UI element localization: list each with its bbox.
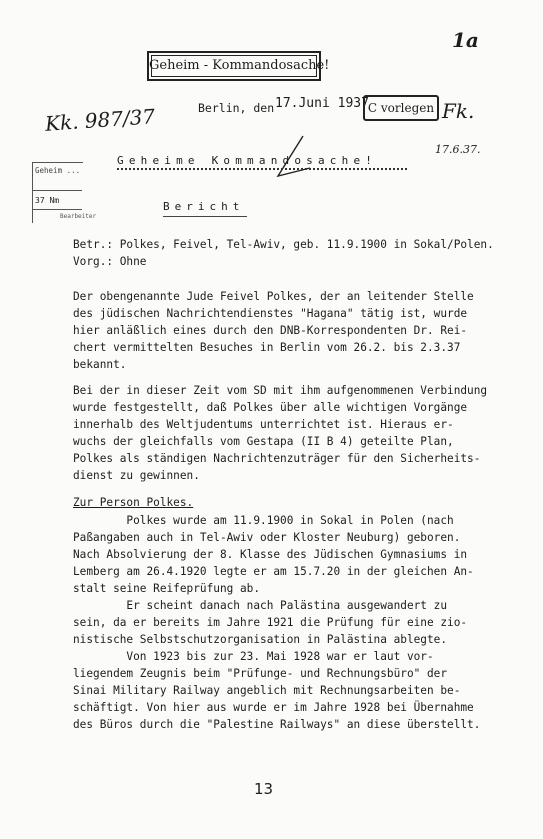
- text-line: nistische Selbstschutzorganisation in Palästina ablegte.: [73, 633, 448, 646]
- document-heading: Geheime Kommandosache!: [117, 154, 378, 167]
- text-line: Von 1923 bis zur 23. Mai 1928 war er laut vor-: [73, 650, 434, 663]
- text-line: des Büros durch die "Palestine Railways" an diese überstellt.: [73, 718, 481, 731]
- text-line: Lemberg am 26.4.1920 legte er am 15.7.20 in der gleichen An-: [73, 565, 474, 578]
- text-line: chert vermittelten Besuches in Berlin vom 26.2. bis 2.3.37: [73, 341, 461, 354]
- text-line: Nach Absolvierung der 8. Klasse des Jüdischen Gymnasiums in: [73, 548, 468, 561]
- text-line: bekannt.: [73, 358, 127, 371]
- text-line: Bei der in dieser Zeit vom SD mit ihm aufgenommenen Verbindung: [73, 384, 488, 397]
- date-stamp: 17.Juni 1937: [275, 96, 369, 111]
- text-line: schäftigt. Von hier aus wurde er im Jahre 1928 bei Übernahme: [73, 701, 474, 714]
- text-line: Er scheint danach nach Palästina ausgewandert zu: [73, 599, 448, 612]
- title-underline: [163, 216, 247, 217]
- previous-ref-line: Vorg.: Ohne: [73, 255, 147, 268]
- text-line: Polkes wurde am 11.9.1900 in Sokal in Polen (nach: [73, 514, 454, 527]
- text-line: Polkes als ständigen Nachrichtenzuträger für den Sicherheits-: [73, 452, 481, 465]
- text-line: sein, da er bereits im Jahre 1921 die Prüfung für eine zio-: [73, 616, 468, 629]
- side-stamp-divider: [32, 190, 82, 191]
- page-mark: 1a: [452, 28, 479, 52]
- text-line: wuchs der gleichfalls vom Gestapa (II B 4) geteilte Plan,: [73, 435, 454, 448]
- handwritten-reference: Kk. 987/37: [44, 104, 156, 136]
- text-line: wurde festgestellt, daß Polkes über alle wichtigen Vorgänge: [73, 401, 468, 414]
- side-stamp-line: 37 Nm: [35, 196, 60, 205]
- text-line: innerhalb des Weltjudentums unterrichtet ist. Hieraus er-: [73, 418, 454, 431]
- text-line: Paßangaben auch in Tel-Awiv oder Kloster Neuburg) geboren.: [73, 531, 461, 544]
- document-title: Bericht: [163, 200, 245, 213]
- handwritten-date: 17.6.37.: [435, 143, 481, 156]
- text-line: Der obengenannte Jude Feivel Polkes, der an leitender Stelle: [73, 290, 474, 303]
- text-line: hier anläßlich eines durch den DNB-Korrespondenten Dr. Rei-: [73, 324, 468, 337]
- side-stamp-line: Geheim ...: [35, 166, 81, 175]
- side-stamp-divider: [32, 209, 82, 210]
- text-line: liegendem Zeugnis beim "Prüfunge- und Rechnungsbüro" der: [73, 667, 448, 680]
- page-number: 13: [254, 780, 274, 798]
- text-line: dienst zu gewinnen.: [73, 469, 200, 482]
- handwritten-initials: Fk.: [442, 99, 475, 123]
- vorlegen-stamp: C vorlegen: [363, 95, 439, 121]
- dotted-rule: [117, 168, 407, 170]
- subject-line: Betr.: Polkes, Feivel, Tel-Awiv, geb. 11.9.1900 in Sokal/Polen.: [73, 238, 494, 251]
- side-stamp-line: Bearbeiter: [60, 213, 97, 220]
- text-line: stalt seine Reifeprüfung ab.: [73, 582, 261, 595]
- secret-stamp: Geheim - Kommandosache!: [147, 51, 321, 81]
- section-heading: Zur Person Polkes.: [73, 496, 194, 509]
- text-line: Sinai Military Railway angeblich mit Rechnungsarbeiten be-: [73, 684, 461, 697]
- place-label: Berlin, den: [198, 101, 275, 115]
- text-line: des jüdischen Nachrichtendienstes "Hagana" tätig ist, wurde: [73, 307, 468, 320]
